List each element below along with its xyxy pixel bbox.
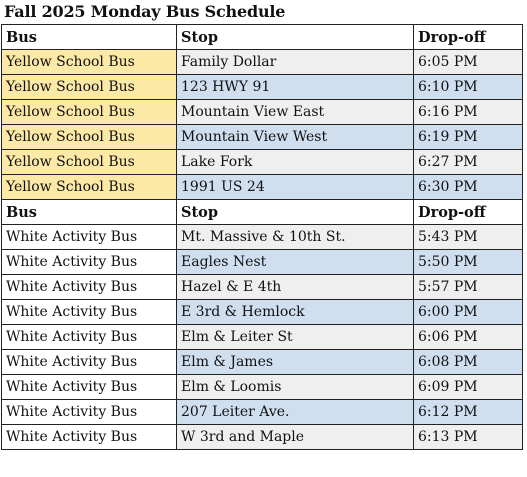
dropoff-time-cell: 6:13 PM: [414, 425, 523, 450]
stop-cell: 123 HWY 91: [177, 75, 414, 100]
stop-cell: Elm & James: [177, 350, 414, 375]
dropoff-time-cell: 5:57 PM: [414, 275, 523, 300]
yellow-bus-section: [2, 50, 523, 200]
column-header-bus: Bus: [2, 200, 177, 225]
bus-name-cell: Yellow School Bus: [2, 150, 177, 175]
table-row: [2, 350, 523, 375]
stop-cell: Mountain View West: [177, 125, 414, 150]
bus-name-cell: White Activity Bus: [2, 225, 177, 250]
table-row: [2, 250, 523, 275]
table-row: [2, 300, 523, 325]
bus-name-cell: White Activity Bus: [2, 425, 177, 450]
table-row: [2, 125, 523, 150]
table-row: [2, 75, 523, 100]
table-row: [2, 100, 523, 125]
table-row: [2, 375, 523, 400]
dropoff-time-cell: 6:06 PM: [414, 325, 523, 350]
stop-cell: E 3rd & Hemlock: [177, 300, 414, 325]
stop-cell: 207 Leiter Ave.: [177, 400, 414, 425]
column-header-bus: Bus: [2, 25, 177, 50]
bus-name-cell: Yellow School Bus: [2, 100, 177, 125]
dropoff-time-cell: 6:12 PM: [414, 400, 523, 425]
dropoff-time-cell: 5:50 PM: [414, 250, 523, 275]
header-row-white: [2, 200, 523, 225]
table-row: [2, 400, 523, 425]
stop-cell: Mountain View East: [177, 100, 414, 125]
table-row: [2, 175, 523, 200]
stop-cell: Lake Fork: [177, 150, 414, 175]
column-header-stop: Stop: [177, 200, 414, 225]
stop-cell: Mt. Massive & 10th St.: [177, 225, 414, 250]
bus-name-cell: White Activity Bus: [2, 300, 177, 325]
bus-schedule-table: [1, 24, 523, 450]
stop-cell: W 3rd and Maple: [177, 425, 414, 450]
dropoff-time-cell: 6:27 PM: [414, 150, 523, 175]
table-row: [2, 325, 523, 350]
dropoff-time-cell: 6:00 PM: [414, 300, 523, 325]
page-title: Fall 2025 Monday Bus Schedule: [4, 2, 286, 21]
bus-name-cell: White Activity Bus: [2, 375, 177, 400]
bus-name-cell: Yellow School Bus: [2, 175, 177, 200]
dropoff-time-cell: 6:09 PM: [414, 375, 523, 400]
column-header-stop: Stop: [177, 25, 414, 50]
bus-name-cell: Yellow School Bus: [2, 125, 177, 150]
stop-cell: Hazel & E 4th: [177, 275, 414, 300]
dropoff-time-cell: 6:08 PM: [414, 350, 523, 375]
bus-name-cell: White Activity Bus: [2, 250, 177, 275]
stop-cell: Elm & Leiter St: [177, 325, 414, 350]
column-header-dropoff: Drop-off: [414, 25, 523, 50]
table-row: [2, 275, 523, 300]
dropoff-time-cell: 6:30 PM: [414, 175, 523, 200]
dropoff-time-cell: 5:43 PM: [414, 225, 523, 250]
stop-cell: Family Dollar: [177, 50, 414, 75]
table-row: [2, 150, 523, 175]
bus-name-cell: White Activity Bus: [2, 325, 177, 350]
dropoff-time-cell: 6:16 PM: [414, 100, 523, 125]
bus-name-cell: White Activity Bus: [2, 275, 177, 300]
stop-cell: Elm & Loomis: [177, 375, 414, 400]
header-row-yellow: [2, 25, 523, 50]
dropoff-time-cell: 6:19 PM: [414, 125, 523, 150]
table-row: [2, 425, 523, 450]
dropoff-time-cell: 6:10 PM: [414, 75, 523, 100]
bus-name-cell: White Activity Bus: [2, 400, 177, 425]
table-row: [2, 50, 523, 75]
column-header-dropoff: Drop-off: [414, 200, 523, 225]
bus-name-cell: White Activity Bus: [2, 350, 177, 375]
bus-name-cell: Yellow School Bus: [2, 50, 177, 75]
dropoff-time-cell: 6:05 PM: [414, 50, 523, 75]
bus-name-cell: Yellow School Bus: [2, 75, 177, 100]
stop-cell: Eagles Nest: [177, 250, 414, 275]
white-bus-section: [2, 225, 523, 450]
stop-cell: 1991 US 24: [177, 175, 414, 200]
table-row: [2, 225, 523, 250]
